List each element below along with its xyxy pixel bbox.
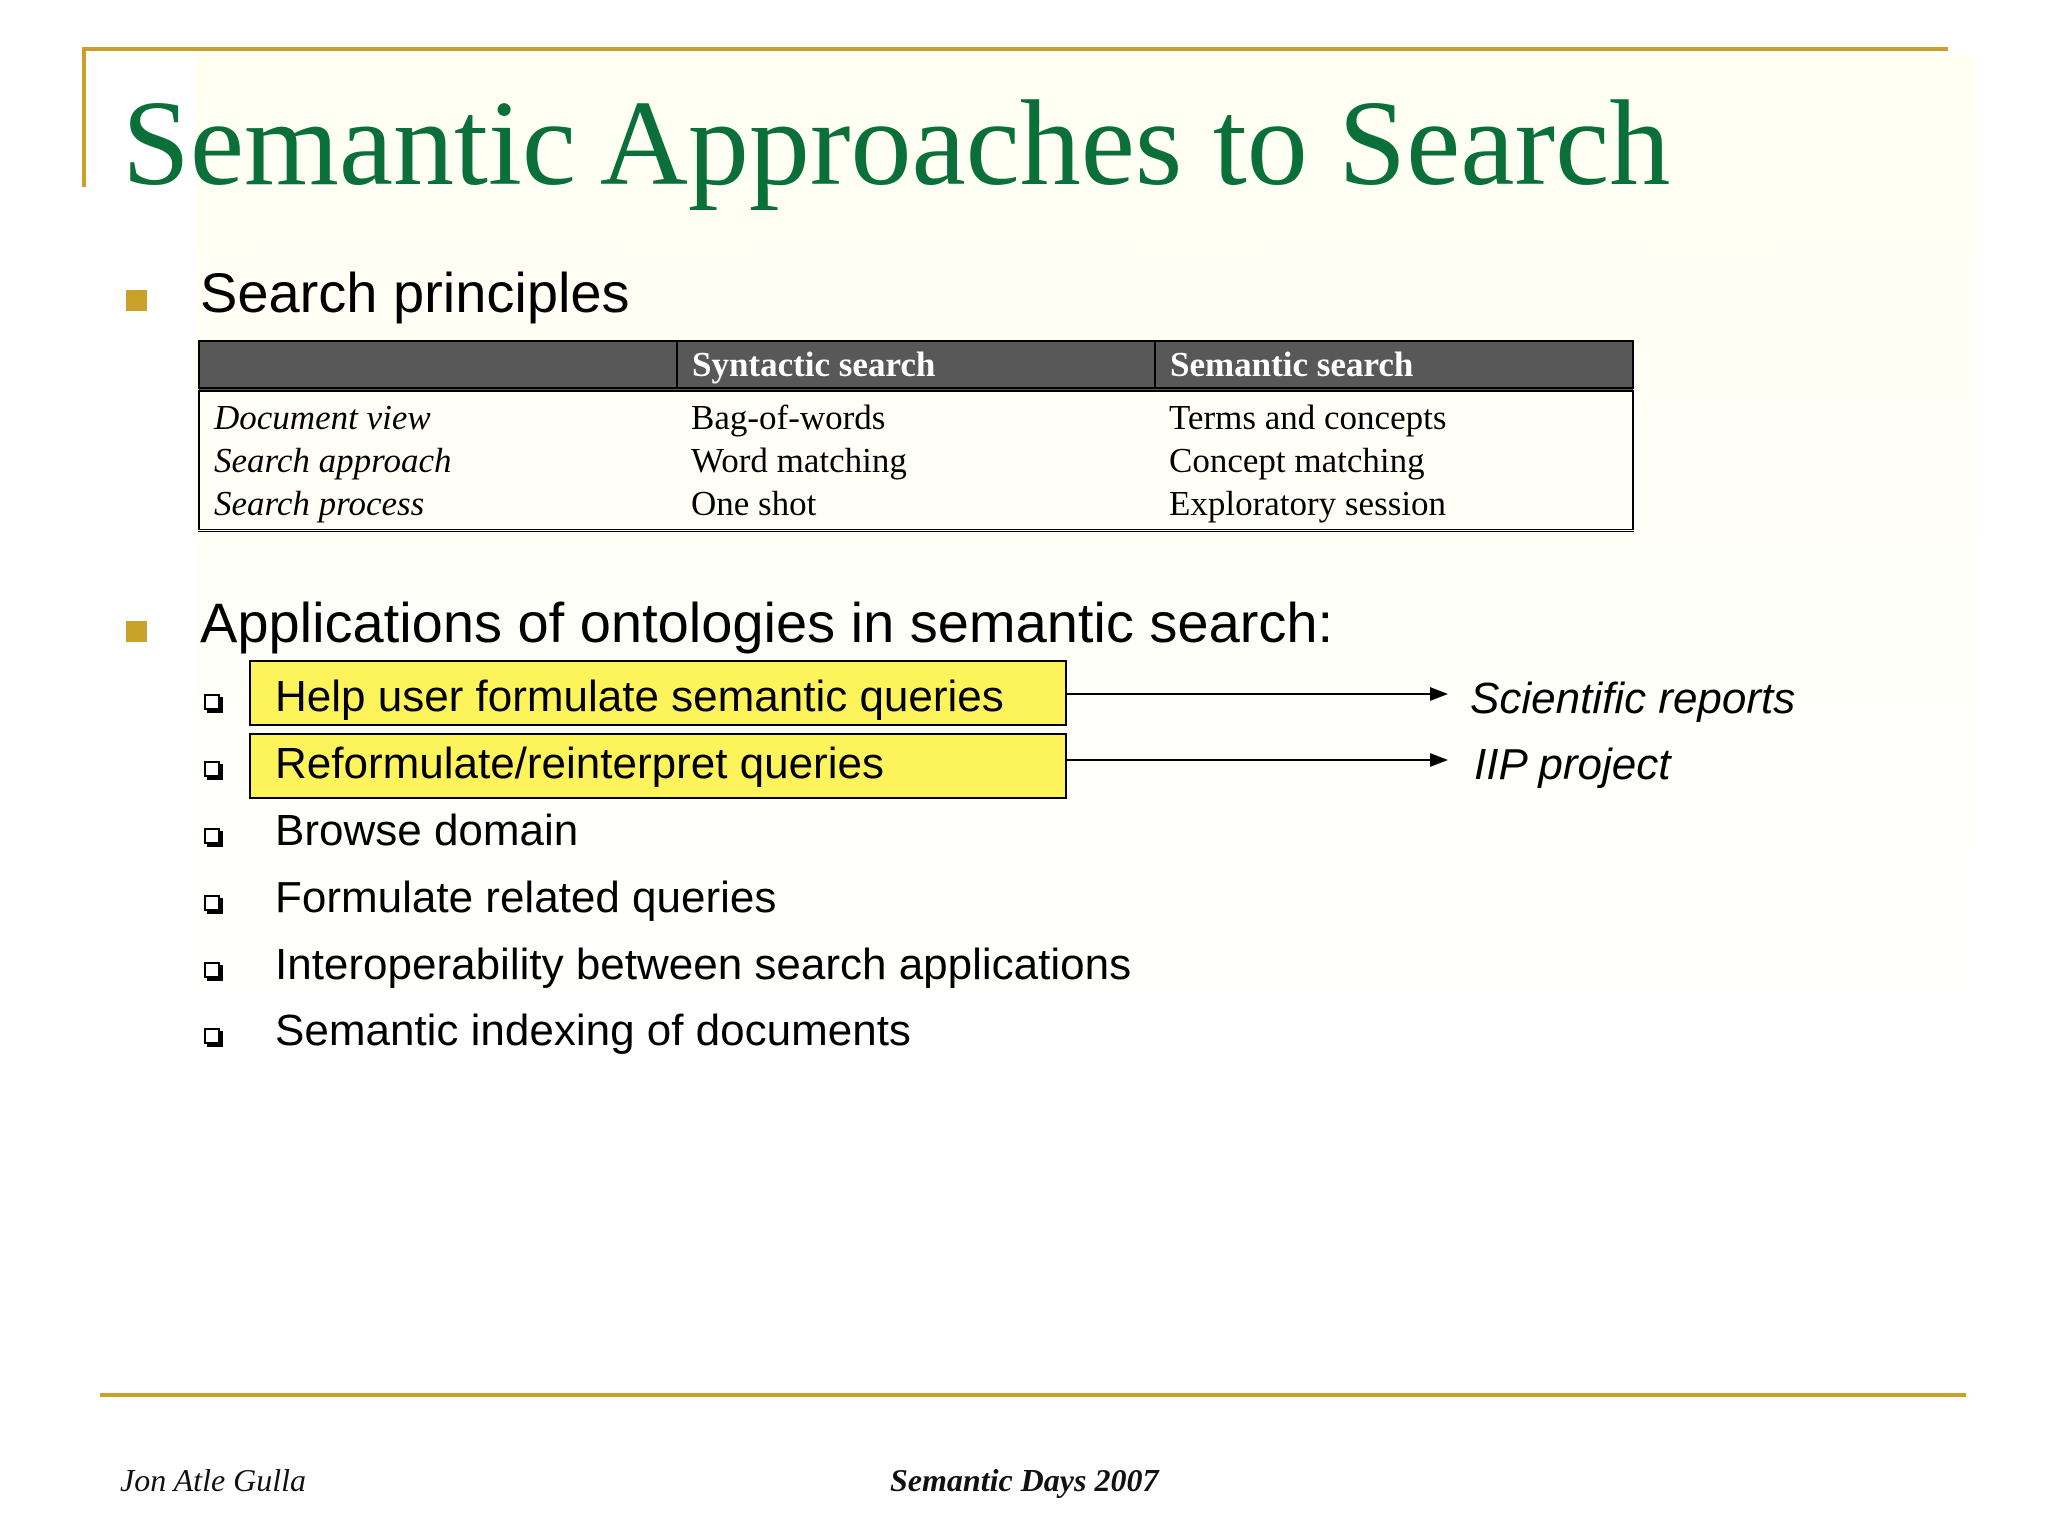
table-header-cell: Syntactic search [677,341,1155,390]
table-cell: Word matching [691,440,907,480]
footer-author: Jon Atle Gulla [120,1462,307,1498]
application-item: Formulate related queries [275,873,777,922]
arrow-head-icon [1430,753,1448,767]
table-row [199,439,1633,482]
table-header-cell [199,341,677,390]
top-rule [82,47,1948,51]
arrow-line [1067,759,1437,761]
arrow-target-label: IIP project [1474,740,1671,789]
table-row-label: Document view [214,397,431,437]
application-item: Browse domain [275,806,579,855]
table-cell: Exploratory session [1155,482,1633,531]
checkbox-bullet-icon [204,828,220,844]
slide-title: Semantic Approaches to Search [122,76,1671,211]
table-row [199,482,1633,531]
checkbox-bullet-icon [204,962,220,978]
section-bullet [126,621,147,642]
table-cell: Terms and concepts [1169,397,1447,437]
table-row-label: Search process [199,482,677,531]
section-bullet [126,290,147,311]
checkbox-bullet-icon [204,694,220,710]
slide-background [195,55,1975,1400]
application-item: Help user formulate semantic queries [275,672,1004,721]
table-cell: One shot [677,482,1155,531]
application-item: Reformulate/reinterpret queries [275,739,884,788]
table-row [199,390,1633,440]
table-header-row [199,341,1633,390]
arrow-target-label: Scientific reports [1470,674,1796,723]
bottom-rule [100,1393,1966,1397]
arrow-line [1067,693,1437,695]
search-principles-label: Search principles [200,261,630,324]
checkbox-bullet-icon [204,1028,220,1044]
table-header-cell: Semantic search [1155,341,1633,390]
checkbox-bullet-icon [204,761,220,777]
table-cell: Bag-of-words [691,397,886,437]
arrow-head-icon [1430,687,1448,701]
applications-label: Applications of ontologies in semantic search: [200,591,1334,654]
checkbox-bullet-icon [204,895,220,911]
left-rule [82,47,86,187]
search-principles-table [198,340,1634,532]
application-item: Interoperability between search applications [275,940,1132,989]
table-cell: Concept matching [1169,440,1425,480]
application-item: Semantic indexing of documents [275,1006,911,1055]
table-row-label: Search approach [214,440,452,480]
footer-event: Semantic Days 2007 [890,1462,1159,1498]
